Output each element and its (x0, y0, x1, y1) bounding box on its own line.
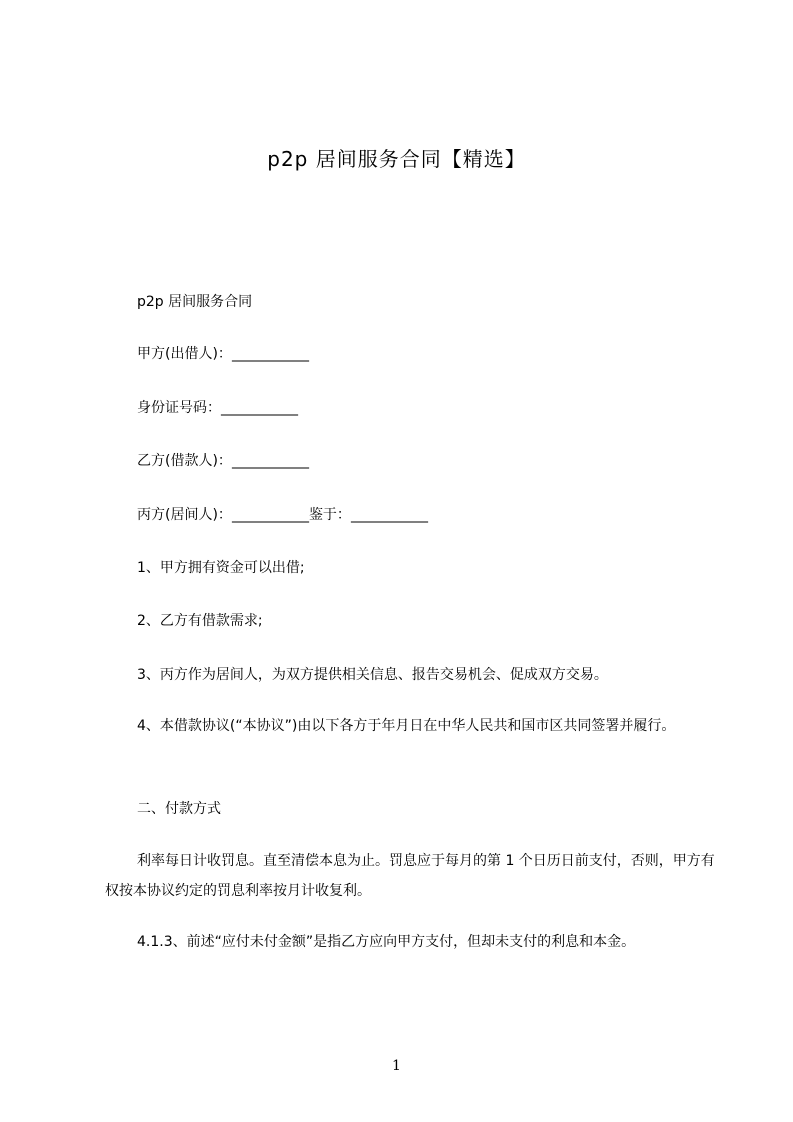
id-number-label: 身份证号码： (137, 400, 221, 416)
document-title: p2p 居间服务合同【精选】 (267, 147, 526, 171)
party-a-blank: ___________ (231, 346, 309, 362)
party-a-line (137, 344, 309, 364)
clause-4-1-3: 4.1.3、前述“应付未付金额”是指乙方应向甲方支付，但却未支付的利息和本金。 (137, 934, 636, 950)
party-b-line (137, 451, 309, 471)
clause-2: 2、乙方有借款需求; (137, 613, 263, 629)
contract-subtitle: p2p 居间服务合同 (137, 294, 253, 310)
page-number: 1 (392, 1058, 401, 1074)
whereas-label: 鉴于： (308, 507, 351, 523)
whereas-blank: ___________ (350, 507, 428, 523)
party-a-label: 甲方(出借人)： (137, 346, 232, 362)
party-c-label: 丙方(居间人)： (137, 507, 232, 523)
section-heading-payment: 二、付款方式 (137, 801, 221, 817)
party-c-line (137, 505, 428, 525)
clause-3: 3、丙方作为居间人，为双方提供相关信息、报告交易机会、促成双方交易。 (137, 667, 608, 683)
clause-1: 1、甲方拥有资金可以出借; (137, 560, 305, 576)
interest-paragraph: 利率每日计收罚息。直至清偿本息为止。罚息应于每月的第 1 个日历日前支付，否则，甲方有权按本协议约定的罚息利率按月计收复利。 (105, 853, 715, 899)
clause-4-paragraph: 4、本借款协议(“本协议”)由以下各方于年月日在中华人民共和国市区共同签署并履行。 (137, 718, 676, 734)
party-b-label: 乙方(借款人)： (137, 453, 232, 469)
party-b-blank: ___________ (231, 453, 309, 469)
id-number-blank: ___________ (221, 400, 298, 416)
id-number-line (137, 398, 298, 418)
party-c-blank: ___________ (231, 507, 309, 523)
